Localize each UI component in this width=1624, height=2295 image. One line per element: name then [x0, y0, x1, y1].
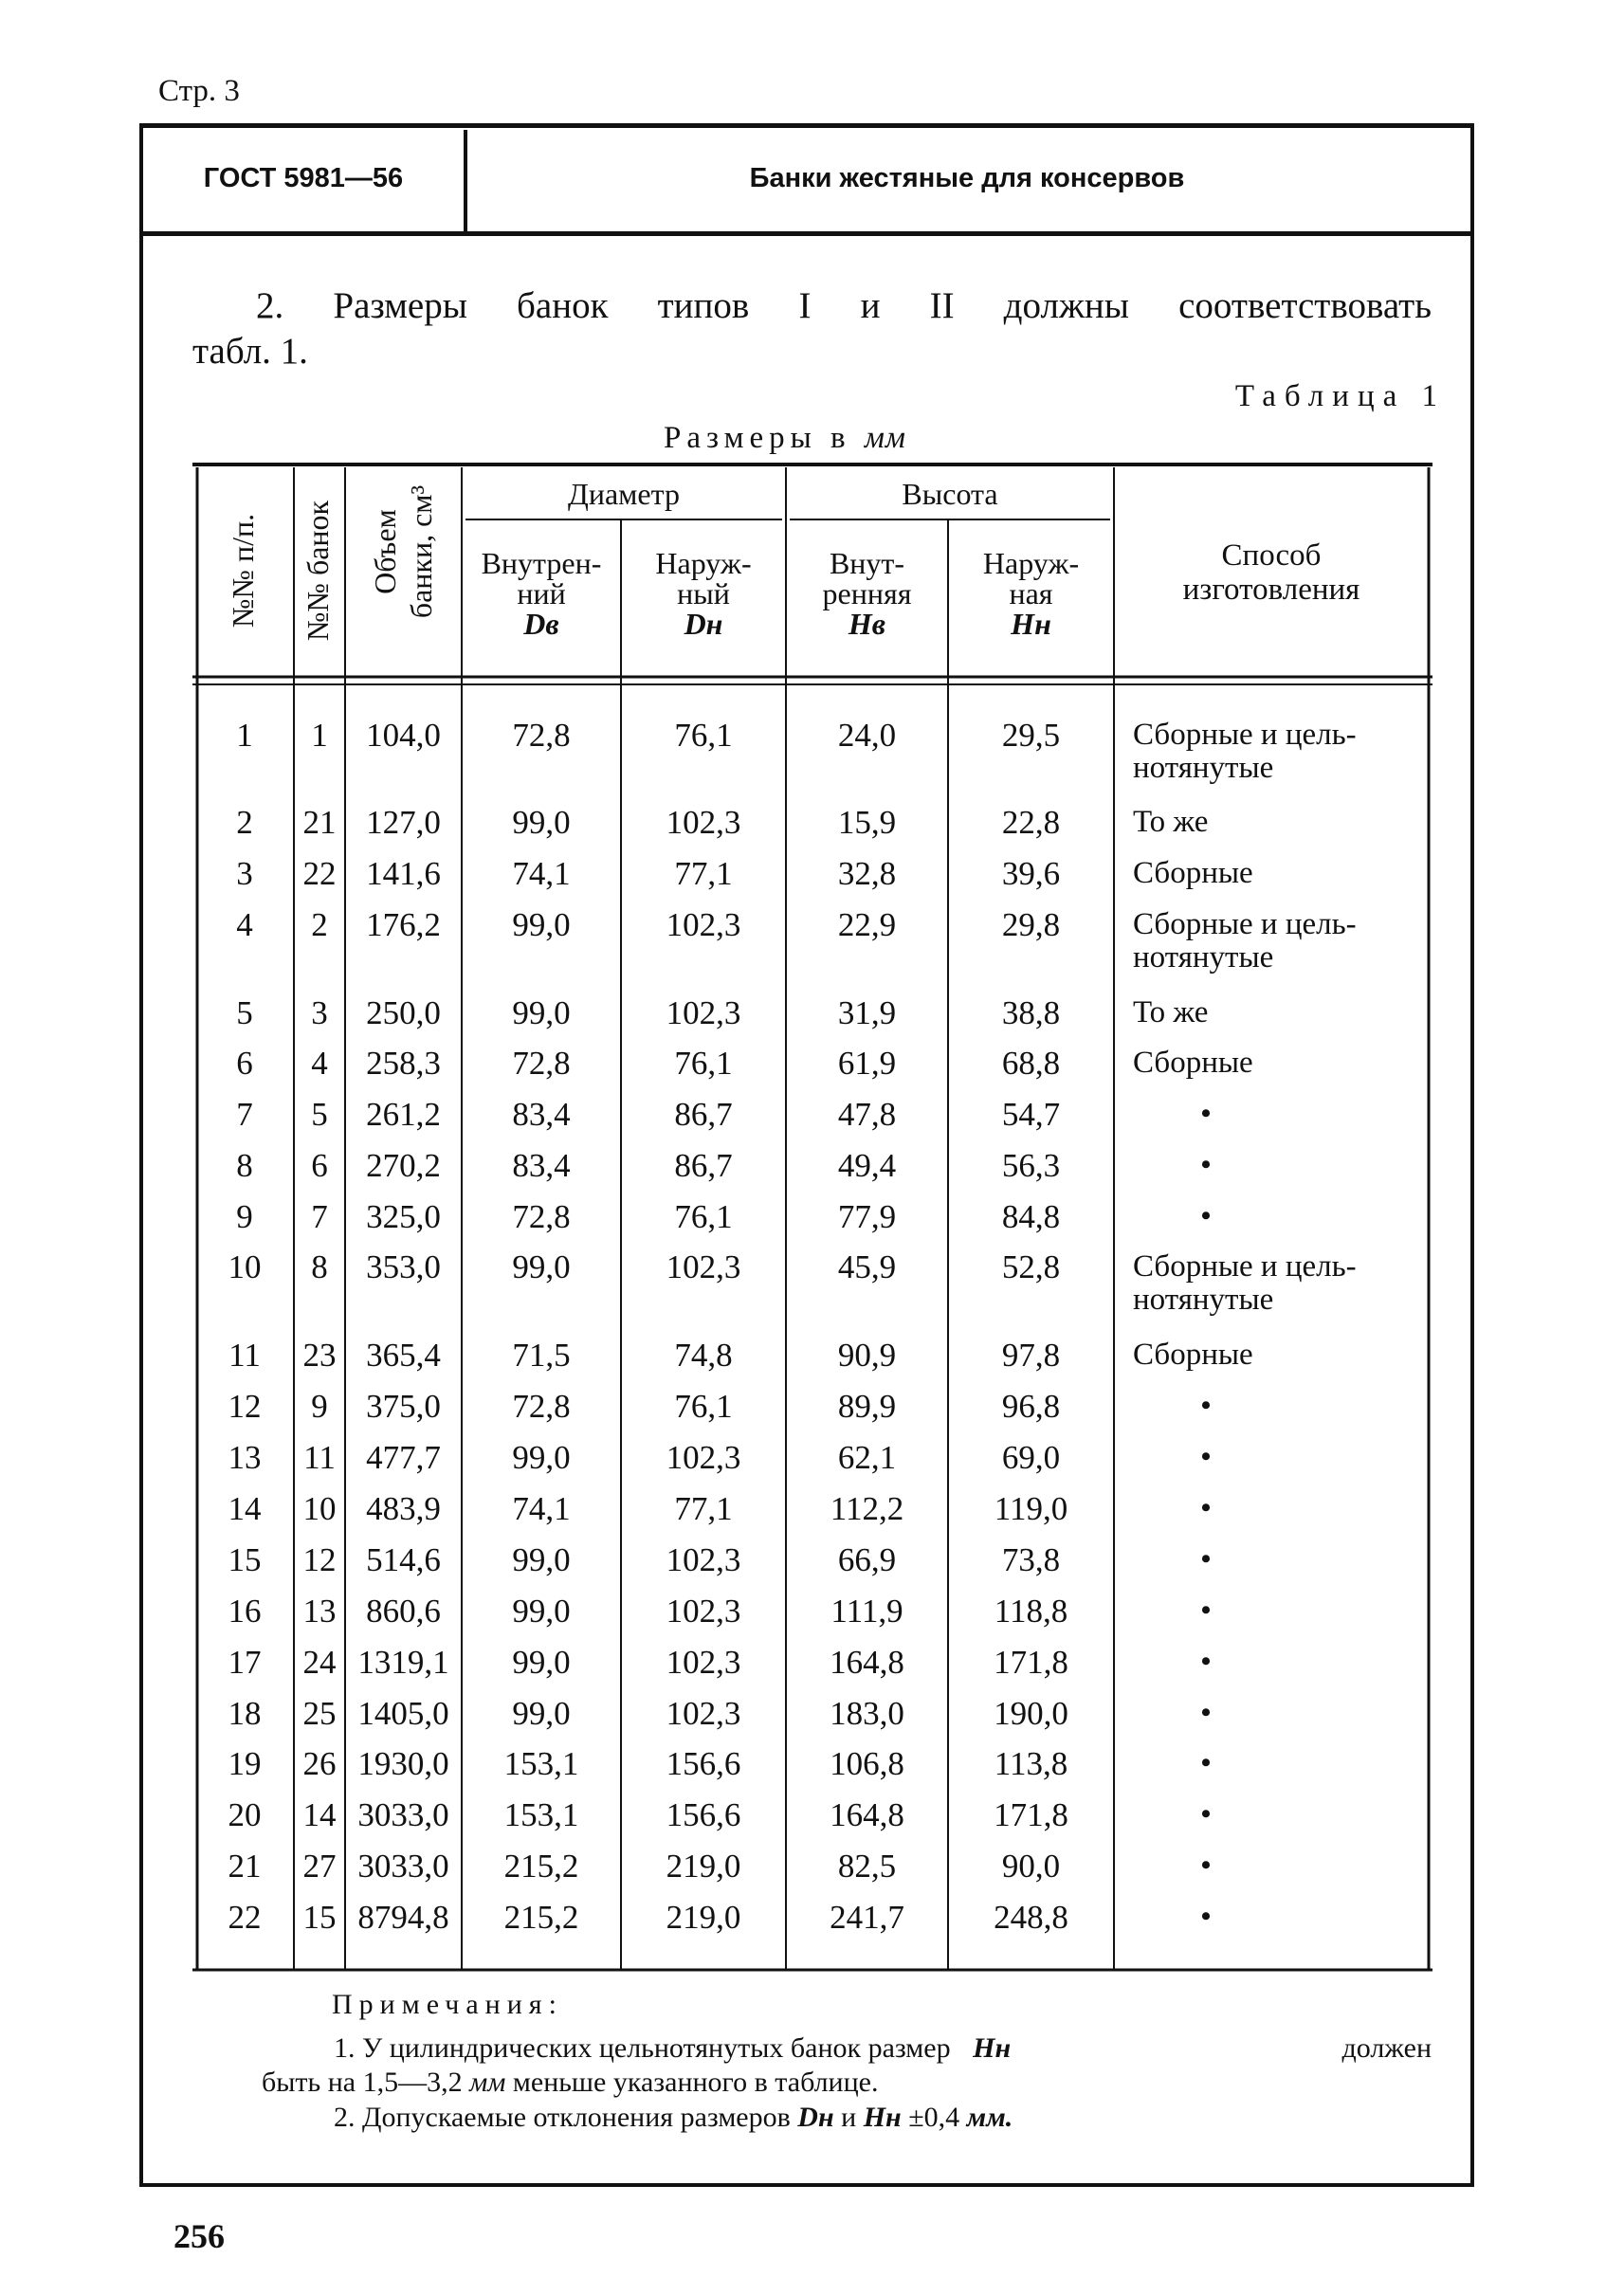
- cell-d-inner: 83,4: [512, 1147, 571, 1184]
- cell-method-ditto-mark: •: [1200, 1594, 1212, 1626]
- cell-h-outer: 29,5: [1001, 717, 1061, 754]
- cell-h-inner: 89,9: [837, 1388, 897, 1425]
- cell-h-inner: 15,9: [837, 804, 897, 841]
- cell-row-no: 3: [236, 855, 253, 892]
- cell-h-outer: 97,8: [1001, 1337, 1061, 1374]
- cell-volume: 258,3: [366, 1045, 441, 1082]
- cell-method: Сборные: [1133, 1046, 1253, 1080]
- col-header-volume-line2: банки, см³: [404, 484, 438, 619]
- cell-h-inner: 24,0: [837, 717, 897, 754]
- cell-volume: 104,0: [366, 717, 441, 754]
- cell-method-ditto-mark: •: [1200, 1849, 1212, 1881]
- col-header-d-outer-l1: Наруж-: [655, 546, 752, 580]
- cell-h-outer: 29,8: [1001, 906, 1061, 943]
- cell-row-no: 14: [228, 1490, 262, 1527]
- cell-d-inner: 153,1: [503, 1745, 579, 1782]
- cell-d-inner: 153,1: [503, 1796, 579, 1833]
- cell-d-inner: 215,2: [503, 1899, 579, 1936]
- cell-volume: 365,4: [366, 1337, 441, 1374]
- cell-can-no: 24: [302, 1644, 337, 1681]
- col-header-h-outer-l2: ная: [1009, 576, 1053, 610]
- cell-h-outer: 118,8: [994, 1593, 1068, 1630]
- cell-can-no: 25: [302, 1695, 337, 1732]
- note-1-text-a: 1. У цилиндрических цельнотянутых банок размер: [334, 2032, 951, 2064]
- cell-h-outer: 119,0: [994, 1490, 1068, 1527]
- cell-h-inner: 61,9: [837, 1045, 897, 1082]
- cell-d-outer: 102,3: [666, 1644, 741, 1681]
- cell-row-no: 1: [236, 717, 253, 754]
- cell-h-inner: 32,8: [837, 855, 897, 892]
- cell-volume: 3033,0: [357, 1796, 449, 1833]
- cell-h-outer: 69,0: [1001, 1439, 1061, 1476]
- note-1-line2-a: быть на 1,5—3,2: [262, 2067, 463, 2098]
- cell-row-no: 9: [236, 1198, 253, 1235]
- cell-can-no: 6: [311, 1147, 328, 1184]
- cell-d-inner: 74,1: [512, 1490, 571, 1527]
- cell-volume: 8794,8: [357, 1899, 449, 1936]
- cell-d-outer: 156,6: [666, 1796, 741, 1833]
- cell-can-no: 23: [302, 1337, 337, 1374]
- cell-h-outer: 90,0: [1001, 1848, 1061, 1885]
- cell-h-inner: 22,9: [837, 906, 897, 943]
- cell-row-no: 5: [236, 994, 253, 1031]
- cell-d-outer: 102,3: [666, 1439, 741, 1476]
- col-header-d-inner: [462, 548, 621, 639]
- cell-h-outer: 96,8: [1001, 1388, 1061, 1425]
- cell-row-no: 17: [228, 1644, 262, 1681]
- note-1-text-b: должен: [1341, 2032, 1432, 2064]
- cell-method-ditto-mark: •: [1200, 1798, 1212, 1830]
- cell-d-outer: 76,1: [674, 1045, 733, 1082]
- cell-volume: 1405,0: [357, 1695, 449, 1732]
- cell-d-outer: 219,0: [666, 1899, 741, 1936]
- cell-row-no: 4: [236, 906, 253, 943]
- cell-row-no: 21: [228, 1848, 262, 1885]
- cell-can-no: 21: [302, 804, 337, 841]
- cell-d-outer: 76,1: [674, 1388, 733, 1425]
- cell-row-no: 10: [228, 1248, 262, 1285]
- cell-method-ditto-mark: •: [1200, 1492, 1212, 1523]
- cell-method: нотянутые: [1133, 1283, 1274, 1317]
- note-1-line2-unit: мм: [469, 2067, 506, 2098]
- col-header-d-inner-l1: Внутрен-: [481, 546, 602, 580]
- cell-h-inner: 77,9: [837, 1198, 897, 1235]
- cell-d-inner: 99,0: [512, 1248, 571, 1285]
- cell-row-no: 2: [236, 804, 253, 841]
- cell-row-no: 20: [228, 1796, 262, 1833]
- doc-code: ГОСТ 5981—56: [203, 163, 404, 193]
- cell-method-ditto-mark: •: [1200, 1098, 1212, 1129]
- cell-can-no: 27: [302, 1848, 337, 1885]
- cell-method-ditto-mark: •: [1200, 1697, 1212, 1728]
- cell-h-inner: 31,9: [837, 994, 897, 1031]
- cell-d-inner: 99,0: [512, 1644, 571, 1681]
- notes-heading: Примечания:: [332, 1989, 563, 2020]
- cell-d-outer: 102,3: [666, 804, 741, 841]
- cell-h-outer: 56,3: [1001, 1147, 1061, 1184]
- note-2-symbol-1: Dн: [797, 2102, 834, 2133]
- cell-can-no: 10: [302, 1490, 337, 1527]
- cell-method-ditto-mark: •: [1200, 1901, 1212, 1932]
- cell-h-outer: 54,7: [1001, 1096, 1061, 1133]
- cell-method: То же: [1133, 805, 1209, 839]
- cell-d-outer: 102,3: [666, 1541, 741, 1578]
- cell-volume: 3033,0: [357, 1848, 449, 1885]
- note-1-line-2: [262, 2067, 878, 2099]
- cell-h-inner: 106,8: [830, 1745, 904, 1782]
- cell-h-outer: 171,8: [994, 1644, 1068, 1681]
- cell-can-no: 14: [302, 1796, 337, 1833]
- cell-volume: 860,6: [366, 1593, 441, 1630]
- cell-can-no: 2: [311, 906, 328, 943]
- cell-d-outer: 156,6: [666, 1745, 741, 1782]
- col-header-d-outer-l2: ный: [677, 576, 730, 610]
- cell-h-outer: 171,8: [994, 1796, 1068, 1833]
- cell-volume: 261,2: [366, 1096, 441, 1133]
- cell-volume: 353,0: [366, 1248, 441, 1285]
- cell-h-outer: 248,8: [994, 1899, 1068, 1936]
- note-2: [334, 2102, 1013, 2134]
- cell-volume: 483,9: [366, 1490, 441, 1527]
- cell-h-outer: 52,8: [1001, 1248, 1061, 1285]
- cell-d-outer: 77,1: [674, 855, 733, 892]
- cell-d-inner: 99,0: [512, 1541, 571, 1578]
- cell-h-outer: 22,8: [1001, 804, 1061, 841]
- col-header-h-inner-l2: ренняя: [822, 576, 912, 610]
- cell-method: То же: [1133, 995, 1209, 1029]
- cell-row-no: 13: [228, 1439, 262, 1476]
- note-2-text-a: 2. Допускаемые отклонения размеров: [334, 2102, 791, 2133]
- cell-d-outer: 102,3: [666, 1248, 741, 1285]
- cell-volume: 514,6: [366, 1541, 441, 1578]
- cell-row-no: 19: [228, 1745, 262, 1782]
- cell-can-no: 1: [311, 717, 328, 754]
- cell-volume: 250,0: [366, 994, 441, 1031]
- cell-can-no: 26: [302, 1745, 337, 1782]
- cell-d-inner: 99,0: [512, 1593, 571, 1630]
- note-2-symbol-2: Hн: [863, 2102, 902, 2133]
- note-1-line2-b: меньше указанного в таблице.: [512, 2067, 879, 2098]
- col-header-d-inner-symbol: Dв: [523, 607, 559, 641]
- cell-d-outer: 76,1: [674, 717, 733, 754]
- cell-volume: 141,6: [366, 855, 441, 892]
- cell-can-no: 22: [302, 855, 337, 892]
- cell-row-no: 18: [228, 1695, 262, 1732]
- cell-d-outer: 102,3: [666, 1695, 741, 1732]
- cell-d-inner: 83,4: [512, 1096, 571, 1133]
- cell-h-inner: 49,4: [837, 1147, 897, 1184]
- cell-h-inner: 164,8: [830, 1796, 904, 1833]
- col-header-d-inner-l2: ний: [517, 576, 566, 610]
- cell-d-inner: 74,1: [512, 855, 571, 892]
- col-group-height: Высота: [902, 477, 998, 511]
- cell-row-no: 16: [228, 1593, 262, 1630]
- col-header-d-outer: [621, 548, 786, 639]
- cell-d-outer: 102,3: [666, 1593, 741, 1630]
- cell-method: нотянутые: [1133, 940, 1274, 974]
- cell-can-no: 13: [302, 1593, 337, 1630]
- cell-h-inner: 112,2: [830, 1490, 904, 1527]
- col-header-h-outer-symbol: Hн: [1011, 607, 1051, 641]
- cell-volume: 325,0: [366, 1198, 441, 1235]
- note-2-text-b: ±0,4: [908, 2102, 960, 2133]
- cell-h-inner: 45,9: [837, 1248, 897, 1285]
- cell-can-no: 4: [311, 1045, 328, 1082]
- col-header-h-inner-symbol: Hв: [848, 607, 886, 641]
- cell-row-no: 7: [236, 1096, 253, 1133]
- cell-d-inner: 72,8: [512, 1388, 571, 1425]
- doc-title: Банки жестяные для консервов: [749, 163, 1185, 193]
- cell-row-no: 6: [236, 1045, 253, 1082]
- note-1-line-1: [334, 2032, 1432, 2065]
- units-label-prefix: Размеры в: [664, 421, 851, 455]
- cell-volume: 375,0: [366, 1388, 441, 1425]
- cell-d-inner: 99,0: [512, 804, 571, 841]
- cell-h-inner: 66,9: [837, 1541, 897, 1578]
- col-header-h-outer-l1: Наруж-: [982, 546, 1080, 580]
- cell-row-no: 12: [228, 1388, 262, 1425]
- cell-method: Сборные: [1133, 856, 1253, 890]
- cell-can-no: 3: [311, 994, 328, 1031]
- col-header-method-l2: изготовления: [1182, 573, 1360, 607]
- cell-method-ditto-mark: •: [1200, 1200, 1212, 1231]
- cell-volume: 127,0: [366, 804, 441, 841]
- cell-h-outer: 73,8: [1001, 1541, 1061, 1578]
- cell-row-no: 15: [228, 1541, 262, 1578]
- note-2-unit: мм.: [966, 2102, 1013, 2133]
- col-header-h-inner: [786, 548, 948, 639]
- col-header-d-outer-symbol: Dн: [684, 607, 723, 641]
- col-header-method: [1114, 538, 1429, 607]
- page-label: Стр. 3: [158, 74, 240, 108]
- col-header-method-l1: Способ: [1221, 538, 1322, 573]
- cell-h-inner: 82,5: [837, 1848, 897, 1885]
- cell-h-inner: 183,0: [830, 1695, 904, 1732]
- intro-text-line1: 2. Размеры банок типов I и II должны соответствовать: [256, 285, 1432, 326]
- cell-h-inner: 62,1: [837, 1439, 897, 1476]
- note-1-symbol: Hн: [973, 2032, 1012, 2064]
- cell-d-inner: 72,8: [512, 717, 571, 754]
- cell-h-outer: 38,8: [1001, 994, 1061, 1031]
- cell-can-no: 9: [311, 1388, 328, 1425]
- cell-d-inner: 215,2: [503, 1848, 579, 1885]
- cell-d-outer: 74,8: [674, 1337, 733, 1374]
- table-label: Таблица 1: [1234, 379, 1446, 413]
- cell-d-inner: 99,0: [512, 1695, 571, 1732]
- cell-d-inner: 72,8: [512, 1045, 571, 1082]
- cell-d-outer: 86,7: [674, 1147, 733, 1184]
- cell-method: Сборные и цель-: [1133, 1249, 1357, 1284]
- note-2-and: и: [841, 2102, 857, 2133]
- cell-can-no: 11: [303, 1439, 336, 1476]
- cell-can-no: 5: [311, 1096, 328, 1133]
- cell-volume: 477,7: [366, 1439, 441, 1476]
- cell-d-inner: 99,0: [512, 1439, 571, 1476]
- cell-method: Сборные: [1133, 1338, 1253, 1372]
- cell-h-outer: 39,6: [1001, 855, 1061, 892]
- cell-row-no: 8: [236, 1147, 253, 1184]
- cell-h-inner: 241,7: [830, 1899, 904, 1936]
- cell-h-inner: 164,8: [830, 1644, 904, 1681]
- cell-method: нотянутые: [1133, 751, 1274, 785]
- cell-volume: 176,2: [366, 906, 441, 943]
- cell-h-outer: 113,8: [994, 1745, 1068, 1782]
- intro-text-line2: табл. 1.: [192, 331, 308, 372]
- cell-volume: 270,2: [366, 1147, 441, 1184]
- cell-h-outer: 84,8: [1001, 1198, 1061, 1235]
- cell-volume: 1930,0: [357, 1745, 449, 1782]
- units-label-unit: мм: [864, 421, 906, 455]
- cell-method-ditto-mark: •: [1200, 1646, 1212, 1677]
- cell-method-ditto-mark: •: [1200, 1747, 1212, 1778]
- cell-d-outer: 102,3: [666, 906, 741, 943]
- cell-method-ditto-mark: •: [1200, 1441, 1212, 1472]
- cell-d-outer: 77,1: [674, 1490, 733, 1527]
- cell-method: Сборные и цель-: [1133, 907, 1357, 941]
- cell-h-inner: 47,8: [837, 1096, 897, 1133]
- cell-can-no: 8: [311, 1248, 328, 1285]
- cell-can-no: 7: [311, 1198, 328, 1235]
- col-header-h-outer: [948, 548, 1114, 639]
- cell-h-inner: 111,9: [830, 1593, 903, 1630]
- cell-d-inner: 99,0: [512, 994, 571, 1031]
- page-number: 256: [173, 2217, 225, 2255]
- cell-d-inner: 99,0: [512, 906, 571, 943]
- cell-method: Сборные и цель-: [1133, 718, 1357, 752]
- cell-row-no: 11: [228, 1337, 261, 1374]
- col-group-diameter: Диаметр: [568, 477, 680, 511]
- cell-h-inner: 90,9: [837, 1337, 897, 1374]
- col-header-row-no: №№ п/п.: [226, 513, 260, 628]
- col-header-can-no: №№ банок: [301, 500, 335, 642]
- cell-volume: 1319,1: [357, 1644, 449, 1681]
- cell-method-ditto-mark: •: [1200, 1390, 1212, 1421]
- cell-d-outer: 86,7: [674, 1096, 733, 1133]
- cell-d-inner: 72,8: [512, 1198, 571, 1235]
- cell-d-outer: 102,3: [666, 994, 741, 1031]
- cell-d-outer: 76,1: [674, 1198, 733, 1235]
- cell-can-no: 12: [302, 1541, 337, 1578]
- cell-d-inner: 71,5: [512, 1337, 571, 1374]
- cell-d-outer: 219,0: [666, 1848, 741, 1885]
- cell-h-outer: 190,0: [994, 1695, 1068, 1732]
- cell-h-outer: 68,8: [1001, 1045, 1061, 1082]
- cell-method-ditto-mark: •: [1200, 1149, 1212, 1180]
- col-header-volume-line1: Объем: [368, 509, 402, 594]
- cell-row-no: 22: [228, 1899, 262, 1936]
- cell-method-ditto-mark: •: [1200, 1543, 1212, 1575]
- cell-can-no: 15: [302, 1899, 337, 1936]
- col-header-h-inner-l1: Внут-: [829, 546, 905, 580]
